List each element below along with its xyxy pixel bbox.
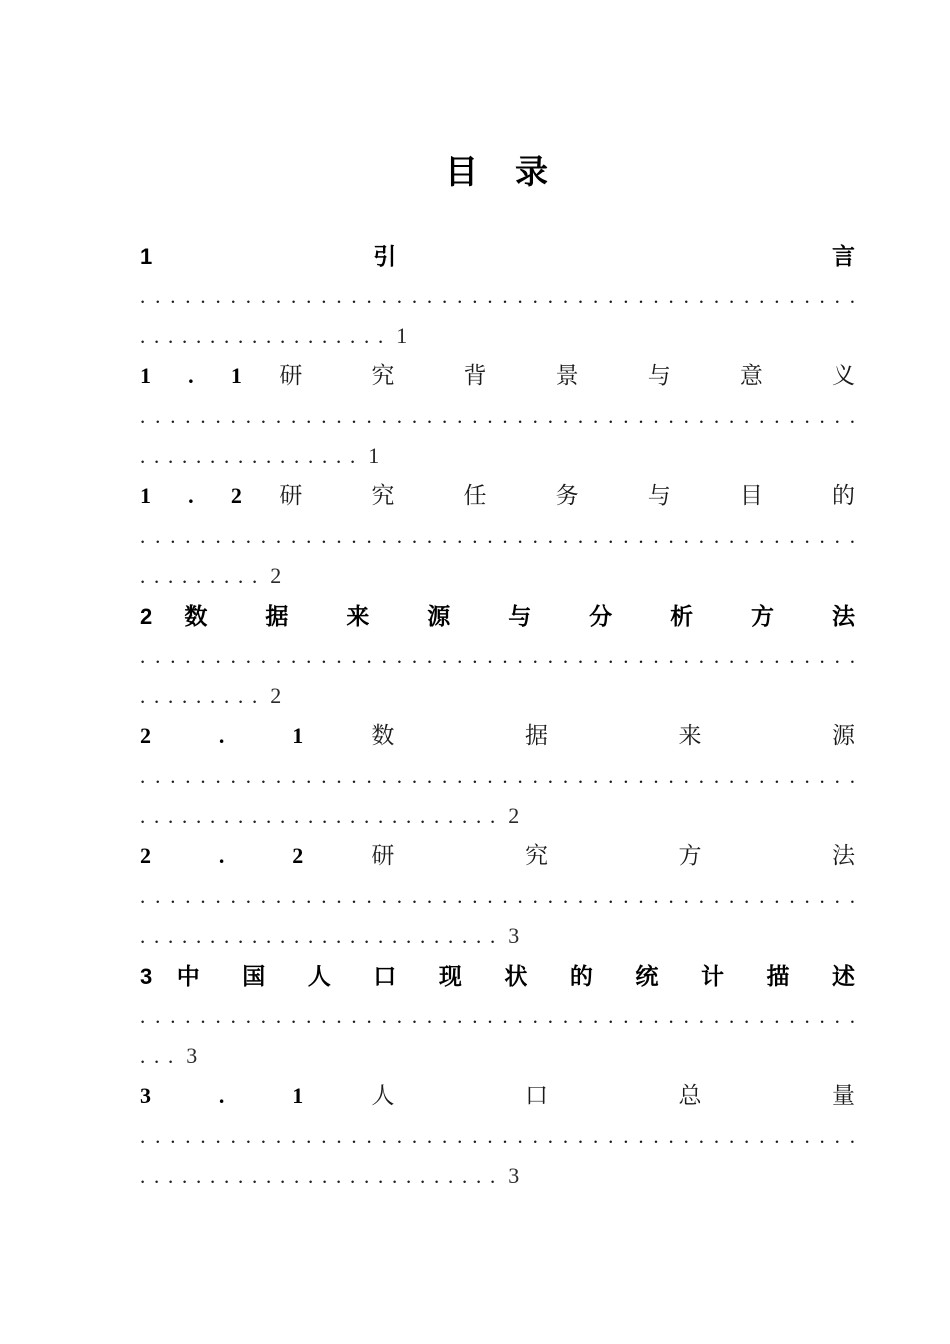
toc-dot-leader-end	[140, 316, 855, 356]
toc-entry-title: 中 国 人 口 现 状 的 统 计 描 述	[176, 963, 855, 989]
toc-entry	[140, 836, 855, 956]
toc-dot-leader-tail: . . . . . . . . .	[140, 564, 258, 588]
toc-entry-heading	[140, 836, 855, 876]
toc-entry-title: 研 究 方 法	[371, 843, 855, 868]
toc-page-number: 3	[186, 1043, 198, 1068]
toc-entry-number: 2	[140, 604, 153, 629]
toc-entry	[140, 356, 855, 476]
toc-dot-leader-end	[140, 556, 855, 596]
toc-entry-number: 1 . 2	[140, 483, 242, 508]
toc-dot-leader-tail: . . .	[140, 1044, 174, 1068]
toc-dot-leader-end	[140, 916, 855, 956]
toc-dot-leader-end	[140, 676, 855, 716]
toc-entry-title: 引 言	[373, 243, 855, 269]
toc-entry-title: 研 究 任 务 与 目 的	[279, 483, 855, 508]
toc-page-number: 1	[368, 443, 380, 468]
toc-dot-leader-tail: . . . . . . . . . . . . . . . . . . . . . . . . . .	[140, 804, 496, 828]
toc-dot-leader-tail: . . . . . . . . . . . . . . . . . . . . . . . . . .	[140, 924, 496, 948]
table-of-contents	[140, 236, 855, 1196]
toc-entry-heading	[140, 236, 855, 276]
toc-entry-number: 2 . 1	[140, 723, 304, 748]
toc-dot-leader: . . . . . . . . . . . . . . . . . . . . . . . . . . . . . . . . . . . . . . . . . . . . . . . .	[140, 1124, 855, 1148]
page-title: 目 录	[445, 155, 550, 191]
toc-entry-number: 3 . 1	[140, 1083, 304, 1108]
toc-page-number: 2	[270, 683, 282, 708]
toc-dot-leader-end	[140, 1156, 855, 1196]
toc-entry-title: 数 据 来 源	[371, 723, 855, 748]
toc-entry	[140, 956, 855, 1076]
toc-entry	[140, 716, 855, 836]
toc-page-number: 2	[270, 563, 282, 588]
toc-entry	[140, 1076, 855, 1196]
toc-entry-heading	[140, 716, 855, 756]
toc-page-number: 3	[508, 923, 520, 948]
toc-page-number: 1	[396, 323, 408, 348]
toc-entry	[140, 236, 855, 356]
toc-page-number: 2	[508, 803, 520, 828]
toc-dot-leader: . . . . . . . . . . . . . . . . . . . . . . . . . . . . . . . . . . . . . . . . . . . . . . . .	[140, 524, 855, 548]
toc-dot-leader: . . . . . . . . . . . . . . . . . . . . . . . . . . . . . . . . . . . . . . . . . . . . . . . .	[140, 764, 855, 788]
toc-dot-leader-tail: . . . . . . . . . . . . . . . . . .	[140, 324, 384, 348]
toc-dot-leader-tail: . . . . . . . . . . . . . . . . . . . . . . . . . .	[140, 1164, 496, 1188]
toc-entry	[140, 596, 855, 716]
toc-entry-title: 人 口 总 量	[371, 1083, 855, 1108]
toc-entry-heading	[140, 596, 855, 636]
toc-entry-heading	[140, 1076, 855, 1116]
toc-entry-number: 1 . 1	[140, 363, 242, 388]
toc-entry-title: 数 据 来 源 与 分 析 方 法	[184, 603, 855, 629]
toc-dot-leader-end	[140, 436, 855, 476]
toc-entry-heading	[140, 476, 855, 516]
toc-dot-leader: . . . . . . . . . . . . . . . . . . . . . . . . . . . . . . . . . . . . . . . . . . . . . . . .	[140, 1004, 855, 1028]
toc-dot-leader-tail: . . . . . . . . . . . . . . . .	[140, 444, 356, 468]
toc-dot-leader-end	[140, 1036, 855, 1076]
toc-entry-number: 3	[140, 964, 153, 989]
toc-dot-leader-end	[140, 796, 855, 836]
toc-dot-leader: . . . . . . . . . . . . . . . . . . . . . . . . . . . . . . . . . . . . . . . . . . . . . . . .	[140, 644, 855, 668]
toc-entry	[140, 476, 855, 596]
toc-dot-leader: . . . . . . . . . . . . . . . . . . . . . . . . . . . . . . . . . . . . . . . . . . . . . . . .	[140, 884, 855, 908]
toc-dot-leader-tail: . . . . . . . . .	[140, 684, 258, 708]
toc-entry-title: 研 究 背 景 与 意 义	[279, 363, 855, 388]
toc-entry-heading	[140, 956, 855, 996]
toc-entry-number: 1	[140, 244, 153, 269]
toc-entry-heading	[140, 356, 855, 396]
toc-page-number: 3	[508, 1163, 520, 1188]
toc-entry-number: 2 . 2	[140, 843, 304, 868]
toc-dot-leader: . . . . . . . . . . . . . . . . . . . . . . . . . . . . . . . . . . . . . . . . . . . . . . . .	[140, 404, 855, 428]
toc-dot-leader: . . . . . . . . . . . . . . . . . . . . . . . . . . . . . . . . . . . . . . . . . . . . . . . .	[140, 284, 855, 308]
